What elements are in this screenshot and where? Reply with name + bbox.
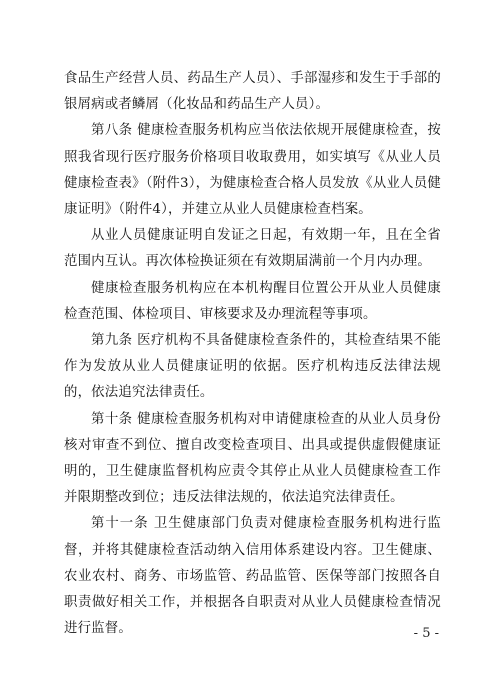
paragraph-continuation: 食品生产经营人员、药品生产人员）、手部湿疹和发生于手部的银屑病或者鳞屑（化妆品和药品生产人员）。 (64, 71, 441, 113)
page-number: - 5 - (413, 626, 439, 641)
paragraph-article-8: 第八条 健康检查服务机构应当依法依规开展健康检查，按照我省现行医疗服务价格项目收取费用，如实填写《从业人员健康检查表》（附件3），为健康检查合格人员发放《从业人员健康证明》（附件4），并建立从业人员健康检查档案。 (64, 123, 441, 218)
paragraph-article-11: 第十一条 卫生健康部门负责对健康检查服务机构进行监督，并将其健康检查活动纳入信用体系建设内容。卫生健康、农业农村、商务、市场监管、药品监管、医保等部门按照各自职责做好相关工作，并根据各自职责对从业人员健康检查情况进行监督。 (64, 516, 441, 637)
document-body (64, 66, 441, 642)
paragraph-certificate-validity: 从业人员健康证明自发证之日起，有效期一年，且在全省范围内互认。再次体检换证须在有效期届满前一个月内办理。 (64, 228, 441, 270)
paragraph-article-10: 第十条 健康检查服务机构对申请健康检查的从业人员身份核对审查不到位、擅自改变检查项目、出具或提供虚假健康证明的，卫生健康监督机构应责令其停止从业人员健康检查工作并限期整改到位；违反法律法规的，依法追究法律责任。 (64, 411, 441, 506)
paragraph-article-9: 第九条 医疗机构不具备健康检查条件的，其检查结果不能作为发放从业人员健康证明的依据。医疗机构违反法律法规的，依法追究法律责任。 (64, 333, 441, 401)
paragraph-public-disclosure: 健康检查服务机构应在本机构醒目位置公开从业人员健康检查范围、体检项目、审核要求及办理流程等事项。 (64, 280, 441, 322)
